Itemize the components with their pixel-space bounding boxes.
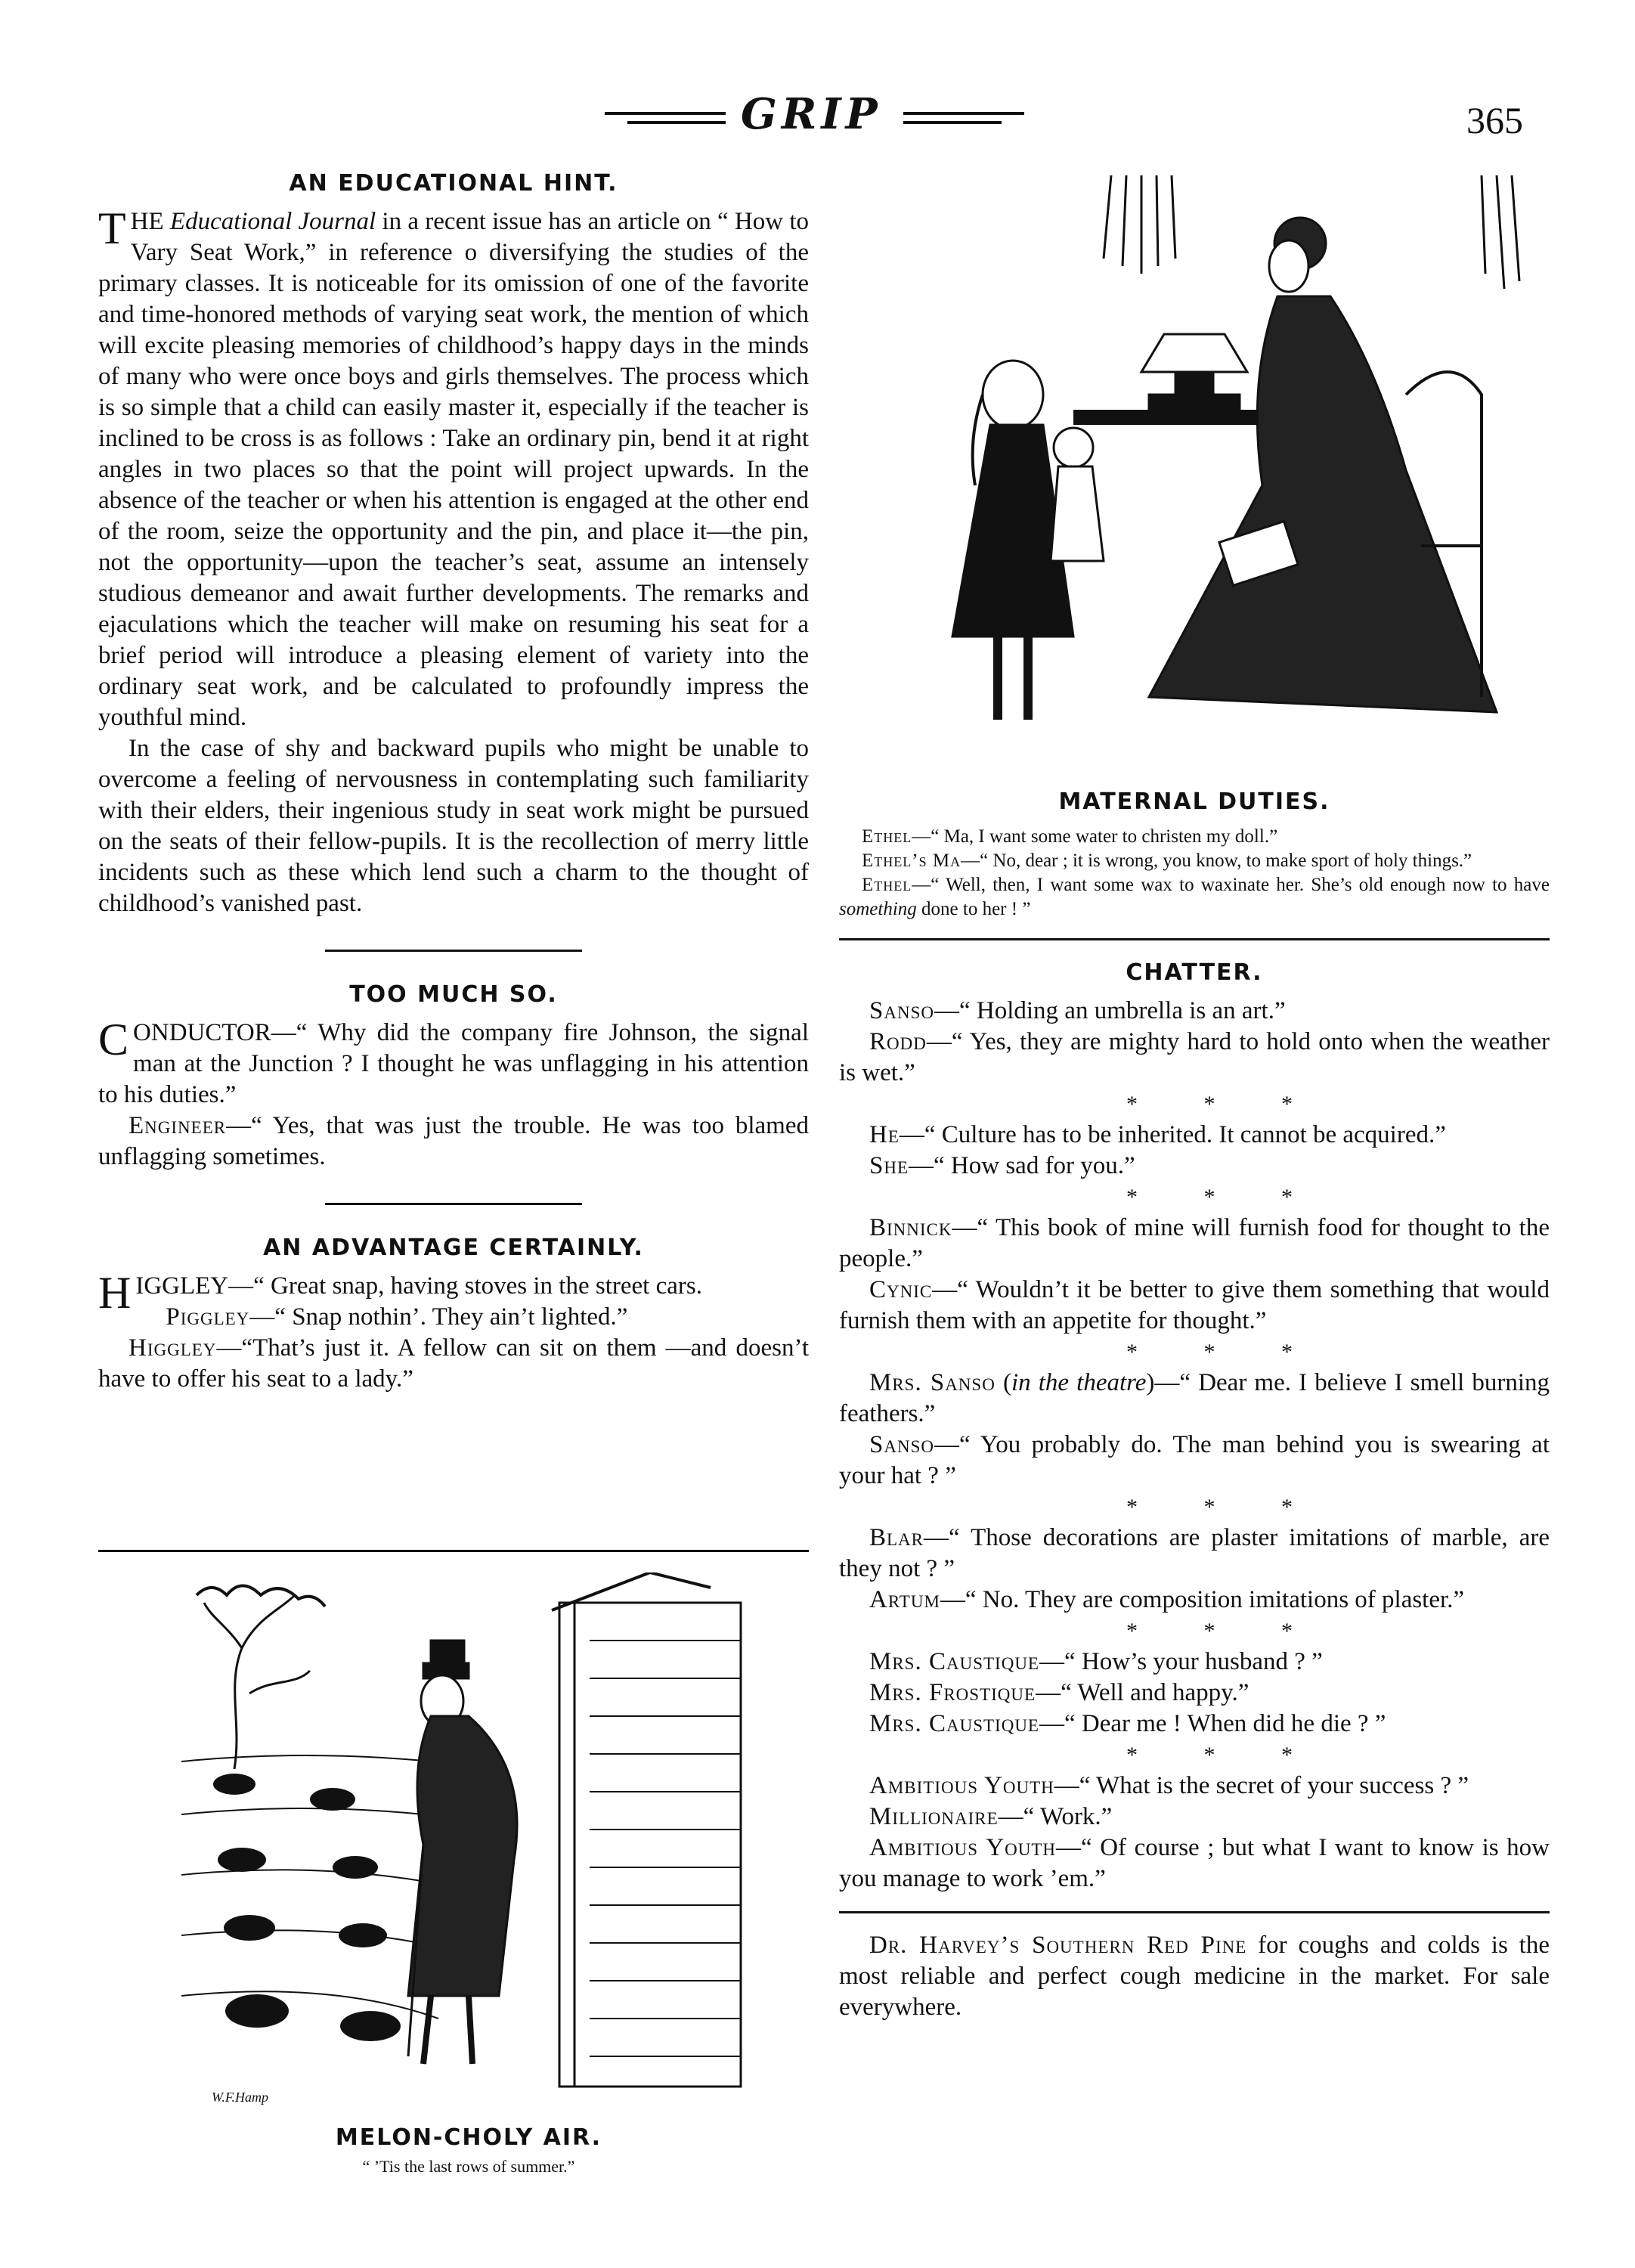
masthead-rule-left xyxy=(605,112,726,115)
masthead-rule-right xyxy=(903,112,1024,115)
dialog-line xyxy=(839,1027,1550,1089)
star-separator: * * * xyxy=(1126,1619,1293,1644)
maternal-duties-caption xyxy=(839,786,1550,922)
text-run: —“ Holding an umbrella is an art.” xyxy=(934,997,1286,1024)
dialog-line xyxy=(98,1302,809,1333)
text-run: in a recent issue has an article on “ How to Vary Seat Work,” in reference o diversifying the studies of the primary classes. It is noticeable for its omission of one of the favorite and time-honored methods of varying seat work, the mention of which will excite pleasing memories of childhood’s happy days in the minds of many who were once boys and girls themselves. The process which is so simple that a child can easily master it, especially if the teacher is inclined to be cross is as follows : Take an ordinary pin, bend it at right angles in two places so that the point will project upwards. In the absence of the teacher or when his attention is engaged at the other end of the room, seize the opportunity and the pin, and place it—the pin, not the opportunity—upon the teacher’s seat, assume an intensely studious demeanor and await further developments. The remarks and ejaculations which the teacher will make on resuming his seat for a brief period will introduce a pleasing element of variety into the ordinary seat work, and be calculated to profoundly impress the youthful mind. xyxy=(98,208,810,731)
drop-cap: H xyxy=(98,1268,132,1318)
text-run: IGGLEY—“ Great snap, having stoves in the street cars. xyxy=(135,1272,702,1300)
dialog-line: Mrs. Sanso (in the theatre)—“ Dear me. I believe I smell burning feathers.” xyxy=(839,1369,1550,1427)
masthead-title: GRIP xyxy=(741,89,882,139)
dialog-line xyxy=(839,825,1550,849)
article-heading: CHATTER. xyxy=(1126,959,1263,986)
speaker: Higgley xyxy=(129,1334,217,1362)
dialog-line xyxy=(839,1771,1550,1802)
article-heading: AN EDUCATIONAL HINT. xyxy=(289,170,618,197)
text-run: —“ No, dear ; it is wrong, you know, to make sport of holy things.” xyxy=(961,850,1472,871)
speaker: Mrs. Caustique xyxy=(869,1648,1039,1675)
text-run: —“ You probably do. The man behind you is swearing at your hat ? ” xyxy=(839,1431,1550,1489)
text-run: —“ Of course ; but what I want to know is how you manage to work ’em.” xyxy=(839,1834,1550,1892)
speaker: He xyxy=(869,1121,900,1148)
dialog-line xyxy=(839,1833,1550,1895)
speaker: Rodd xyxy=(869,1028,927,1055)
dialog-line xyxy=(839,996,1550,1027)
speaker: Engineer xyxy=(129,1112,227,1139)
speaker: Millionaire xyxy=(869,1803,999,1830)
dialog-line xyxy=(98,1333,809,1395)
article-paragraph xyxy=(98,203,810,733)
masthead-rule-left xyxy=(627,121,726,124)
speaker: Sanso xyxy=(869,1431,934,1458)
dialog-line xyxy=(839,1678,1550,1709)
text-run: —“ Dear me. I believe I smell burning feathers.” xyxy=(839,1369,1550,1427)
dialog-line xyxy=(839,1585,1550,1616)
illustration-title: MATERNAL DUTIES. xyxy=(1058,789,1330,815)
text-run: —“ Dear me ! When did he die ? ” xyxy=(1039,1710,1386,1737)
text-run: —“ How sad for you.” xyxy=(909,1152,1135,1179)
masthead xyxy=(0,83,1635,151)
lamp-icon xyxy=(1141,334,1247,410)
speaker: Ethel’s Ma xyxy=(862,850,961,871)
speaker: Artum xyxy=(869,1586,940,1613)
star-separator: * * * xyxy=(1126,1495,1293,1520)
section-divider xyxy=(325,950,582,952)
dialog-line xyxy=(839,1151,1550,1182)
stage-direction: in the theatre xyxy=(1011,1369,1147,1396)
speaker: Mrs. Sanso xyxy=(869,1369,996,1396)
masthead-rule-right xyxy=(903,121,1002,124)
advert-lead: Dr. Harvey’s Southern Red Pine xyxy=(869,1932,1247,1959)
artist-signature: W.F.Hamp xyxy=(212,2090,269,2105)
speaker: Piggley xyxy=(166,1303,250,1331)
text-run: —“ Culture has to be inherited. It cannot be acquired.” xyxy=(899,1121,1446,1148)
speaker: Ethel xyxy=(862,875,912,895)
dialog-line xyxy=(98,1111,809,1173)
speaker: Ambitious Youth xyxy=(869,1772,1054,1799)
text-run: —“ Well, then, I want some wax to waxinate her. She’s old enough now to have xyxy=(912,875,1550,895)
speaker: Mrs. Caustique xyxy=(869,1710,1039,1737)
dialog-line xyxy=(839,1430,1550,1492)
speaker: Binnick xyxy=(869,1214,952,1241)
dialog-line xyxy=(98,1015,809,1111)
star-separator: * * * xyxy=(1126,1340,1293,1365)
article-paragraph: In the case of shy and backward pupils who might be unable to overcome a feeling of nervousness in contemplating such familiarity with their elders, their ingenious study in seat work might be pursued on the seats of their fellow-pupils. It is the recollection of merry little incidents such as these which lend such a charm to the thought of childhood’s vanished past. xyxy=(98,735,809,917)
section-divider xyxy=(839,1911,1550,1913)
dialog-line xyxy=(839,873,1550,922)
text-run: —“ What is the secret of your success ? ” xyxy=(1054,1772,1469,1799)
text-run: —“ Ma, I want some water to christen my doll.” xyxy=(912,826,1278,847)
dialog-line xyxy=(839,1802,1550,1833)
dialog-line xyxy=(839,1275,1550,1337)
text-run: —“ Work.” xyxy=(998,1803,1113,1830)
text-run: —“ Wouldn’t it be better to give them something that would furnish them with an appetite for thought.” xyxy=(839,1276,1550,1334)
dialog-line xyxy=(839,849,1550,873)
column-rule xyxy=(98,1550,809,1552)
article-advantage-certainly xyxy=(98,1232,809,1395)
section-divider xyxy=(325,1203,582,1205)
article-chatter xyxy=(839,957,1550,1895)
text-run: for coughs and colds is the most reliable and perfect cough medicine in the market. For sale everywhere. xyxy=(839,1932,1550,2021)
speaker: Cynic xyxy=(869,1276,933,1303)
star-separator: * * * xyxy=(1126,1743,1293,1768)
text-run: done to her ! ” xyxy=(916,899,1031,919)
illustration-title: MELON-CHOLY AIR. xyxy=(335,2124,602,2151)
journal-title: Educational Journal xyxy=(169,208,376,235)
melon-choly-illustration xyxy=(181,1572,756,2117)
emphasis: something xyxy=(839,899,917,919)
article-heading: AN ADVANTAGE CERTAINLY. xyxy=(263,1235,644,1261)
page-number: 365 xyxy=(1466,99,1523,141)
speaker: Ethel xyxy=(862,826,912,847)
text-run: —“ This book of mine will furnish food for thought to the people.” xyxy=(839,1214,1550,1272)
section-divider xyxy=(839,938,1550,940)
text-run: —“ Yes, that was just the trouble. He was too blamed unflagging sometimes. xyxy=(98,1112,809,1170)
dialog-line xyxy=(839,1120,1550,1151)
star-separator: * * * xyxy=(1126,1092,1293,1117)
maternal-duties-illustration xyxy=(922,168,1527,765)
text-run: —“ Snap nothin’. They ain’t lighted.” xyxy=(249,1303,628,1331)
speaker: Ambitious Youth xyxy=(869,1834,1057,1861)
article-heading: TOO MUCH SO. xyxy=(349,981,558,1008)
drop-cap: C xyxy=(98,1015,129,1064)
speaker: She xyxy=(869,1152,909,1179)
article-too-much-so xyxy=(98,979,809,1173)
text-run: —“ Well and happy.” xyxy=(1036,1679,1249,1706)
dialog-line xyxy=(839,1709,1550,1740)
text-run: —“ Those decorations are plaster imitations of marble, are they not ? ” xyxy=(839,1524,1550,1582)
dialog-line xyxy=(839,1213,1550,1275)
illustration-subtitle: “ ’Tis the last rows of summer.” xyxy=(362,2157,575,2176)
article-educational-hint xyxy=(98,168,809,919)
caption-dialog xyxy=(839,825,1550,922)
speaker: Sanso xyxy=(869,997,934,1024)
speaker: Blar xyxy=(869,1524,924,1551)
drop-cap: T xyxy=(98,203,126,253)
dialog-line xyxy=(839,1647,1550,1678)
text-run: —“ No. They are composition imitations of plaster.” xyxy=(940,1586,1465,1613)
speaker: Mrs. Frostique xyxy=(869,1679,1036,1706)
advertisement xyxy=(839,1930,1550,2023)
left-column xyxy=(98,168,809,1395)
text-run: HE xyxy=(130,208,170,235)
text-run: —“ How’s your husband ? ” xyxy=(1039,1648,1323,1675)
text-run: —“ Yes, they are mighty hard to hold onto when the weather is wet.” xyxy=(839,1028,1550,1086)
text-run: ONDUCTOR—“ Why did the company fire Johnson, the signal man at the Junction ? I thought he was unflagging in his attention to his duties.” xyxy=(98,1019,809,1108)
melon-choly-caption xyxy=(181,2124,756,2177)
dialog-line xyxy=(839,1523,1550,1585)
star-separator: * * * xyxy=(1126,1185,1293,1210)
text-run: —“That’s just it. A fellow can sit on them —and doesn’t have to offer his seat to a lady.” xyxy=(98,1334,809,1393)
right-column xyxy=(839,786,1550,2023)
